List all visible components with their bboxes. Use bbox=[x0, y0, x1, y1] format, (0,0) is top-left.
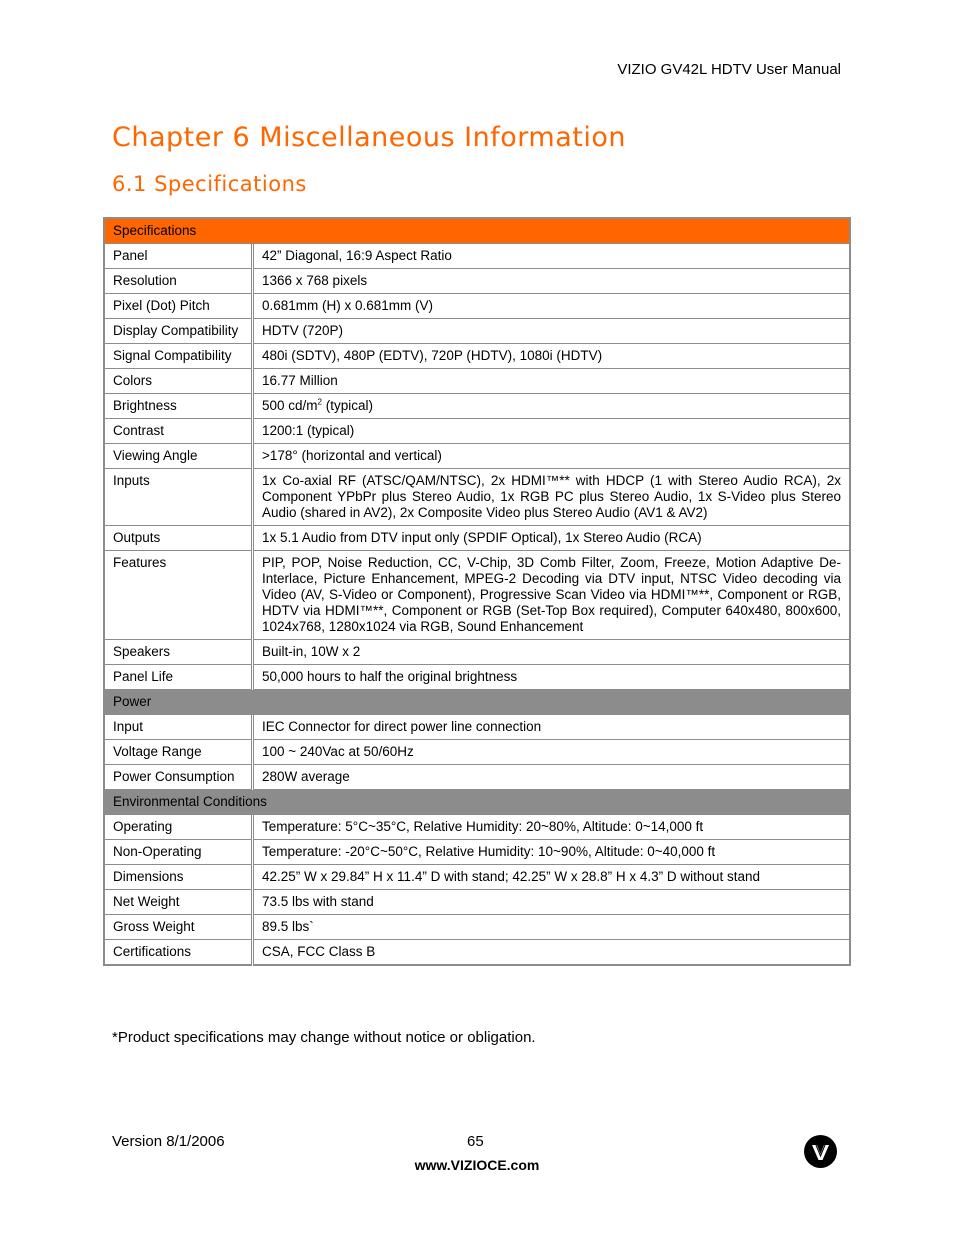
table-row bbox=[104, 294, 850, 319]
spec-value: CSA, FCC Class B bbox=[253, 940, 851, 966]
table-row bbox=[104, 865, 850, 890]
spec-label: Dimensions bbox=[104, 865, 253, 890]
table-row bbox=[104, 765, 850, 790]
spec-label: Panel Life bbox=[104, 665, 253, 690]
spec-value: 280W average bbox=[253, 765, 851, 790]
table-row bbox=[104, 319, 850, 344]
spec-label: Signal Compatibility bbox=[104, 344, 253, 369]
table-row bbox=[104, 526, 850, 551]
footer-url: www.VIZIOCE.com bbox=[414, 1157, 540, 1173]
table-row bbox=[104, 940, 850, 966]
spec-label: Gross Weight bbox=[104, 915, 253, 940]
spec-value-suffix: (typical) bbox=[321, 398, 373, 413]
table-section-header bbox=[104, 218, 850, 244]
table-row bbox=[104, 344, 850, 369]
table-row bbox=[104, 890, 850, 915]
section-heading: Specifications bbox=[104, 218, 850, 244]
section-title: 6.1 Specifications bbox=[112, 172, 307, 196]
spec-value: HDTV (720P) bbox=[253, 319, 851, 344]
spec-label: Speakers bbox=[104, 640, 253, 665]
table-row bbox=[104, 269, 850, 294]
spec-value: 1200:1 (typical) bbox=[253, 419, 851, 444]
table-row bbox=[104, 915, 850, 940]
spec-label: Display Compatibility bbox=[104, 319, 253, 344]
spec-label: Brightness bbox=[104, 394, 253, 419]
spec-value: 0.681mm (H) x 0.681mm (V) bbox=[253, 294, 851, 319]
spec-label: Panel bbox=[104, 244, 253, 269]
chapter-title: Chapter 6 Miscellaneous Information bbox=[112, 122, 626, 153]
spec-value: Built-in, 10W x 2 bbox=[253, 640, 851, 665]
spec-label: Net Weight bbox=[104, 890, 253, 915]
spec-label: Non-Operating bbox=[104, 840, 253, 865]
table-section-header bbox=[104, 690, 850, 715]
spec-label: Power Consumption bbox=[104, 765, 253, 790]
table-row bbox=[104, 244, 850, 269]
spec-value-text: 500 cd/m bbox=[262, 398, 318, 413]
footnote: *Product specifications may change without notice or obligation. bbox=[112, 1029, 536, 1046]
spec-value: 42” Diagonal, 16:9 Aspect Ratio bbox=[253, 244, 851, 269]
spec-label: Voltage Range bbox=[104, 740, 253, 765]
manual-title: VIZIO GV42L HDTV User Manual bbox=[617, 61, 841, 78]
table-row bbox=[104, 394, 850, 419]
spec-label: Operating bbox=[104, 815, 253, 840]
table-row bbox=[104, 815, 850, 840]
spec-label: Input bbox=[104, 715, 253, 740]
table-row bbox=[104, 840, 850, 865]
spec-value: 1x Co-axial RF (ATSC/QAM/NTSC), 2x HDMI™** with HDCP (1 with Stereo Audio RCA), 2x Component YPbPr plus Stereo Audio, 1x RGB PC plus Stereo Audio, 1x S-Video plus Stereo Audio (shared in AV2), 2x Composite Video plus Stereo Audio (AV1 & AV2) bbox=[253, 469, 851, 526]
spec-value: 1366 x 768 pixels bbox=[253, 269, 851, 294]
table-row bbox=[104, 715, 850, 740]
spec-value: >178° (horizontal and vertical) bbox=[253, 444, 851, 469]
spec-label: Viewing Angle bbox=[104, 444, 253, 469]
spec-label: Inputs bbox=[104, 469, 253, 526]
table-row bbox=[104, 469, 850, 526]
spec-value: 42.25” W x 29.84” H x 11.4” D with stand; 42.25” W x 28.8” H x 4.3” D without stand bbox=[253, 865, 851, 890]
spec-value: Temperature: -20°C~50°C, Relative Humidity: 10~90%, Altitude: 0~40,000 ft bbox=[253, 840, 851, 865]
specifications-table bbox=[103, 217, 851, 966]
spec-value: 50,000 hours to half the original brightness bbox=[253, 665, 851, 690]
vizio-v-logo-icon bbox=[804, 1135, 837, 1168]
section-heading: Power bbox=[104, 690, 850, 715]
spec-value: PIP, POP, Noise Reduction, CC, V-Chip, 3D Comb Filter, Zoom, Freeze, Motion Adaptive De-Interlace, Picture Enhancement, MPEG-2 Decoding via DTV input, NTSC Video decoding via Video (AV, S-Video or Component), Progressive Scan Video via HDMI™**, Component or RGB, HDTV via HDMI™**, Component or RGB (Set-Top Box required), Computer 640x480, 800x600, 1024x768, 1280x1024 via RGB, Sound Enhancement bbox=[253, 551, 851, 640]
table-row bbox=[104, 665, 850, 690]
spec-label: Contrast bbox=[104, 419, 253, 444]
spec-value: 1x 5.1 Audio from DTV input only (SPDIF Optical), 1x Stereo Audio (RCA) bbox=[253, 526, 851, 551]
spec-value bbox=[253, 394, 851, 419]
table-row bbox=[104, 419, 850, 444]
section-heading: Environmental Conditions bbox=[104, 790, 850, 815]
page-number: 65 bbox=[467, 1133, 484, 1150]
spec-value: 480i (SDTV), 480P (EDTV), 720P (HDTV), 1080i (HDTV) bbox=[253, 344, 851, 369]
table-row bbox=[104, 740, 850, 765]
spec-value-superscript: 2 bbox=[317, 397, 322, 407]
spec-label: Pixel (Dot) Pitch bbox=[104, 294, 253, 319]
spec-label: Resolution bbox=[104, 269, 253, 294]
spec-value: 100 ~ 240Vac at 50/60Hz bbox=[253, 740, 851, 765]
table-row bbox=[104, 640, 850, 665]
spec-label: Colors bbox=[104, 369, 253, 394]
spec-label: Outputs bbox=[104, 526, 253, 551]
spec-value: 89.5 lbs` bbox=[253, 915, 851, 940]
spec-label: Features bbox=[104, 551, 253, 640]
spec-value: Temperature: 5°C~35°C, Relative Humidity: 20~80%, Altitude: 0~14,000 ft bbox=[253, 815, 851, 840]
table-section-header bbox=[104, 790, 850, 815]
spec-label: Certifications bbox=[104, 940, 253, 966]
spec-value: 16.77 Million bbox=[253, 369, 851, 394]
footer-version: Version 8/1/2006 bbox=[112, 1133, 225, 1150]
spec-value: IEC Connector for direct power line connection bbox=[253, 715, 851, 740]
table-row bbox=[104, 369, 850, 394]
table-row bbox=[104, 444, 850, 469]
table-row bbox=[104, 551, 850, 640]
spec-value: 73.5 lbs with stand bbox=[253, 890, 851, 915]
